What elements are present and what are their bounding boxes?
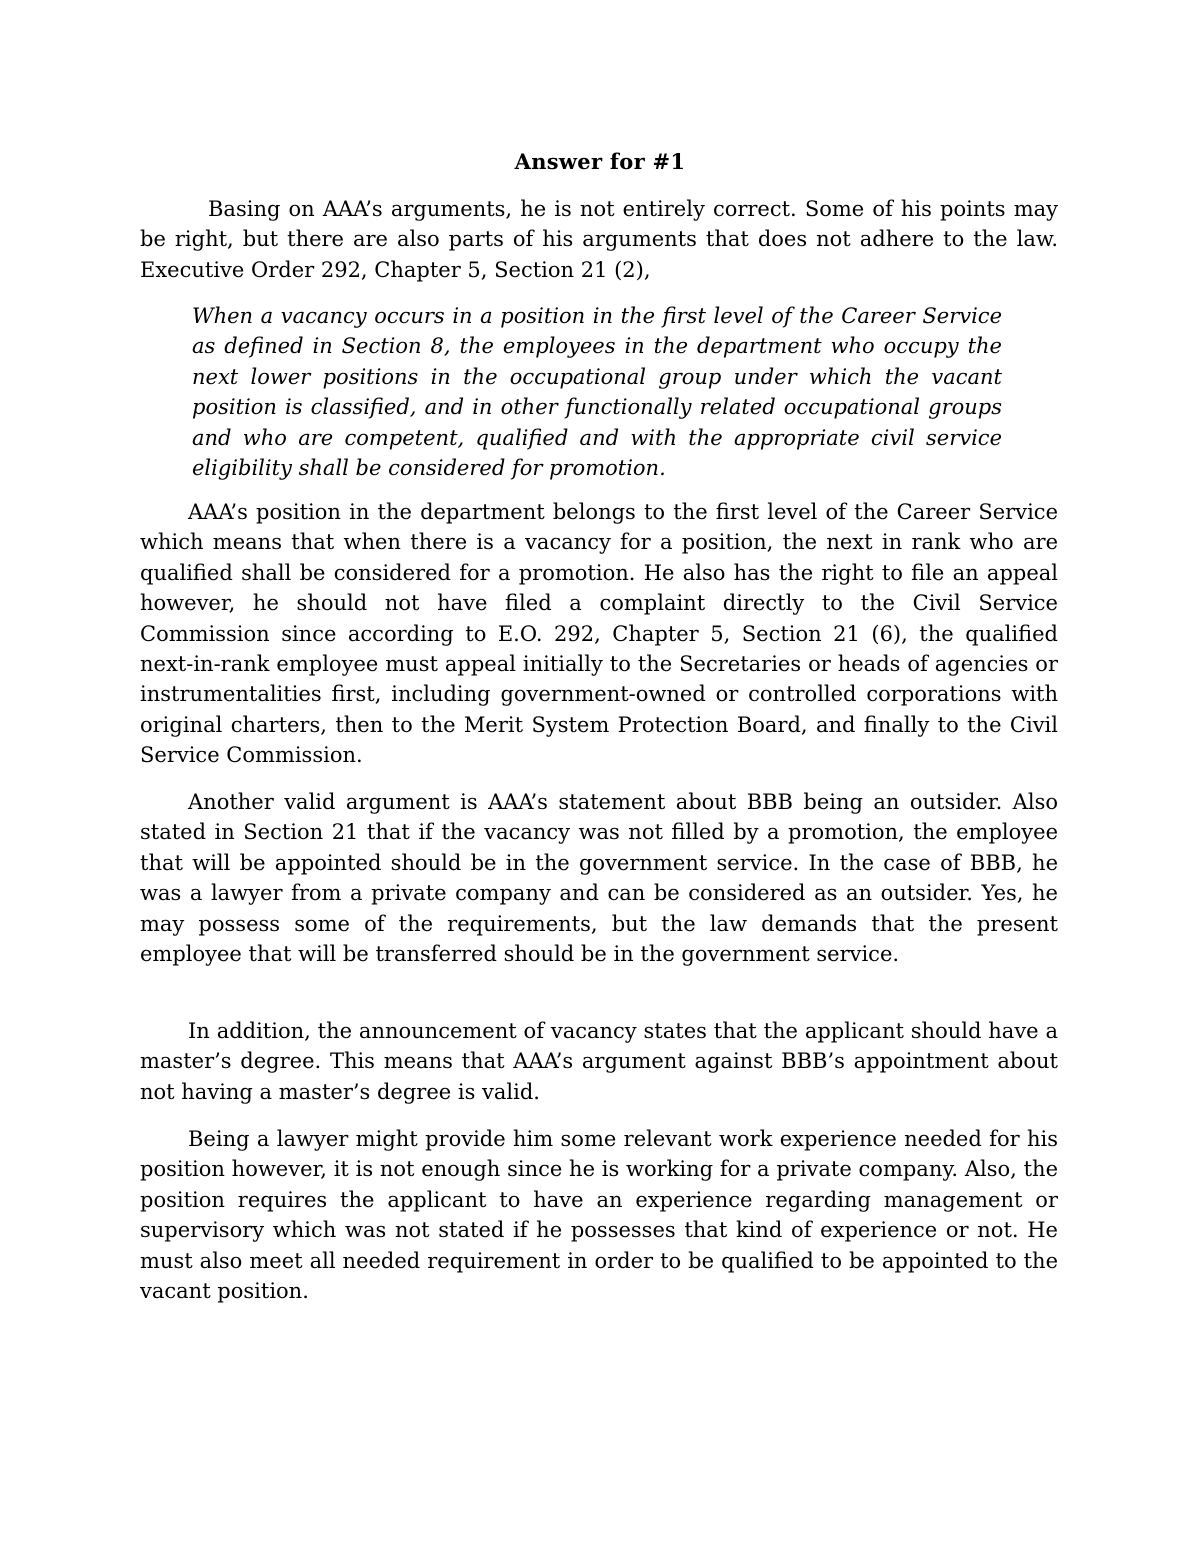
paragraph-intro: Basing on AAA’s arguments, he is not entirely correct. Some of his points may be right, but there are also parts of his arguments that does not adhere to the law. Executive Order 292, Chapter 5, Section 21 (2),	[140, 197, 1058, 282]
page-title: Answer for #1	[514, 149, 686, 174]
paragraph-outsider: Another valid argument is AAA’s statement about BBB being an outsider. Also stated in Section 21 that if the vacancy was not filled by a promotion, the employee that will be appointed should be in the government service. In the case of BBB, he was a lawyer from a private company and can be considered as an outsider. Yes, he may possess some of the requirements, but the law demands that the present employee that will be transferred should be in the government service.	[140, 790, 1058, 967]
law-quote: When a vacancy occurs in a position in the first level of the Career Service as defined in Section 8, the employees in the department who occupy the next lower positions in the occupational group under which the vacant position is classified, and in other functionally related occupational groups and who are competent, qualified and with the appropriate civil service eligibility shall be considered for promotion.	[192, 304, 1002, 481]
paragraph-masters-degree: In addition, the announcement of vacancy states that the applicant should have a master’s degree. This means that AAA’s argument against BBB’s appointment about not having a master’s degree is valid.	[140, 1019, 1058, 1104]
paragraph-experience: Being a lawyer might provide him some relevant work experience needed for his position however, it is not enough since he is working for a private company. Also, the position requires the applicant to have an experience regarding management or supervisory which was not stated if he possesses that kind of experience or not. He must also meet all needed requirement in order to be qualified to be appointed to the vacant position.	[140, 1127, 1058, 1304]
paragraph-position: AAA’s position in the department belongs to the first level of the Career Service which means that when there is a vacancy for a position, the next in rank who are qualified shall be considered for a promotion. He also has the right to file an appeal however, he should not have filed a complaint directly to the Civil Service Commission since according to E.O. 292, Chapter 5, Section 21 (6), the qualified next-in-rank employee must appeal initially to the Secretaries or heads of agencies or instrumentalities first, including government-owned or controlled corporations with original charters, then to the Merit System Protection Board, and finally to the Civil Service Commission.	[140, 500, 1058, 768]
